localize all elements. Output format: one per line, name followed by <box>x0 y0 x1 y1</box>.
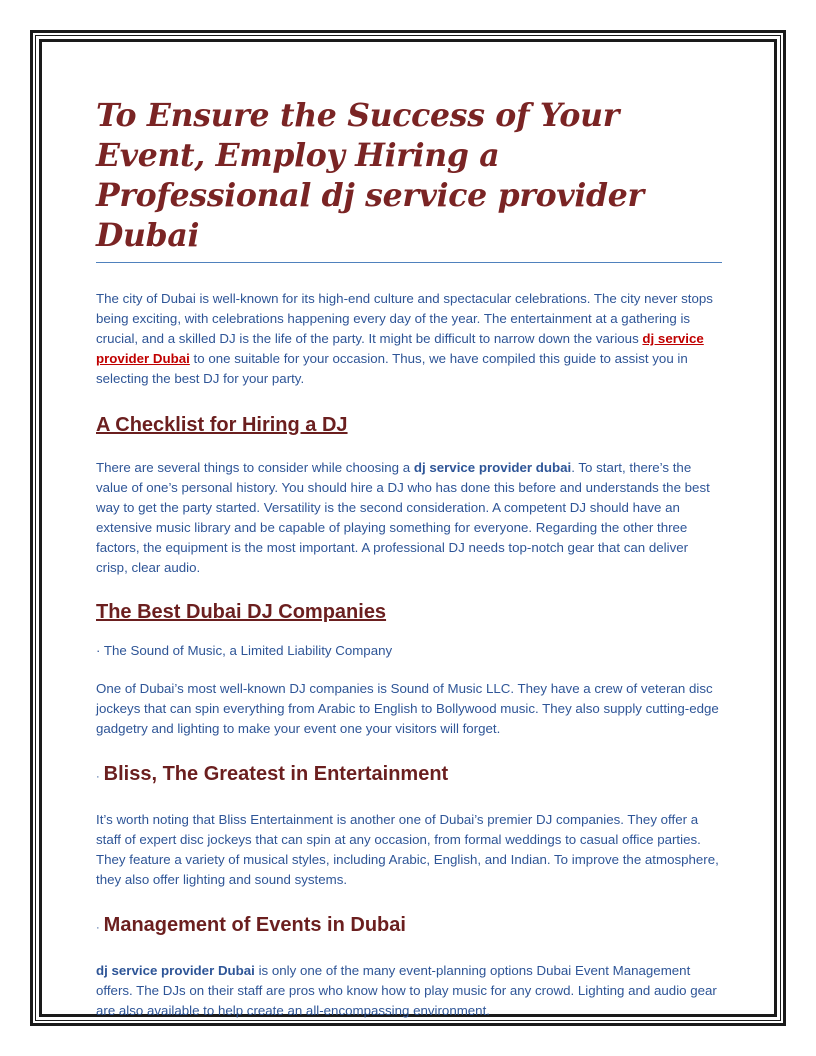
document-title: To Ensure the Success of Your Event, Employ Hiring a Professional dj service provider Dubai <box>96 96 722 263</box>
dj-service-link[interactable]: dj service provider Dubai <box>96 331 704 366</box>
bullet-marker: · <box>96 771 100 783</box>
sound-of-music-item <box>96 641 722 661</box>
bullet-marker: · <box>96 643 101 658</box>
event-management-heading-text: Management of Events in Dubai <box>103 914 406 936</box>
event-management-paragraph <box>96 961 722 1021</box>
checklist-text-after-bold: . To start, there’s the value of one’s personal history. You should hire a DJ who has done this before and understands the best way to get the party started. Versatility is the second consideration. A competent DJ should have an extensive music library and be capable of playing something for everyone. Regarding the other three factors, the equipment is the most important. A professional DJ needs top-notch gear that can deliver crisp, clear audio. <box>96 460 710 575</box>
checklist-paragraph <box>96 458 722 578</box>
event-management-heading <box>96 912 722 941</box>
companies-heading: The Best Dubai DJ Companies <box>96 601 387 623</box>
event-management-text: is only one of the many event-planning options Dubai Event Management offers. The DJs on their staff are pros who know how to play music for any crowd. Lighting and audio gear are also available to help create an all-encompassing environment. <box>96 963 717 1018</box>
document-content <box>96 96 722 1021</box>
intro-paragraph <box>96 289 722 389</box>
sound-of-music-label: The Sound of Music, a Limited Liability Company <box>103 643 393 658</box>
event-management-bold-keyword: dj service provider Dubai <box>96 963 255 978</box>
checklist-bold-keyword: dj service provider dubai <box>413 460 572 475</box>
sound-of-music-paragraph: One of Dubai’s most well-known DJ companies is Sound of Music LLC. They have a crew of veteran disc jockeys that can spin everything from Arabic to English to Bollywood music. They also supply cutting-edge gadgetry and lighting to make your event one your visitors will forget. <box>96 681 719 736</box>
bullet-marker: · <box>96 922 100 934</box>
checklist-heading: A Checklist for Hiring a DJ <box>96 414 348 436</box>
intro-text-after-link: to one suitable for your occasion. Thus, we have compiled this guide to assist you in selecting the best DJ for your party. <box>96 351 688 386</box>
bliss-paragraph: It’s worth noting that Bliss Entertainment is another one of Dubai’s premier DJ companies. They offer a staff of expert disc jockeys that can spin at any occasion, from formal weddings to casual office parties. They feature a variety of musical styles, including Arabic, English, and Indian. To improve the atmosphere, they also offer lighting and sound systems. <box>96 812 719 887</box>
checklist-text-before-bold: There are several things to consider while choosing a <box>96 460 414 475</box>
bliss-heading-text: Bliss, The Greatest in Entertainment <box>103 763 449 785</box>
bliss-heading <box>96 761 722 790</box>
intro-text-before-link: The city of Dubai is well-known for its high-end culture and spectacular celebrations. The city never stops being exciting, with celebrations happening every day of the year. The entertainment at a gathering is crucial, and a skilled DJ is the life of the party. It might be difficult to narrow down the various <box>96 291 713 346</box>
